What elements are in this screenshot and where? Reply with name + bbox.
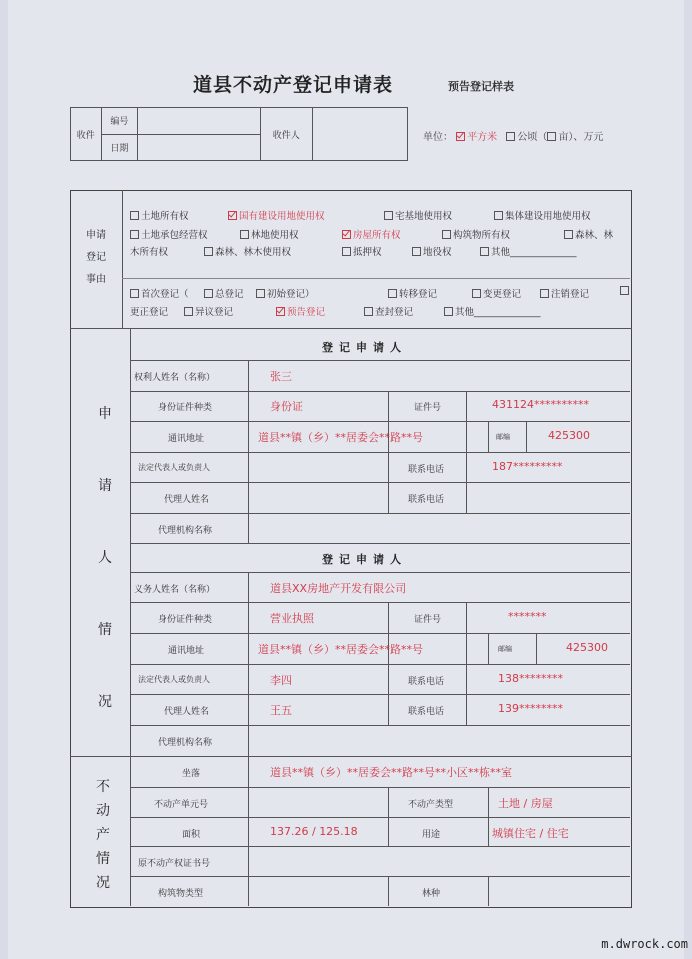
units-prefix: 单位： [423,132,453,143]
reason-option[interactable]: 宅基地使用权 [384,208,452,222]
applicant-side-label: 申 请 人 情 况 [98,406,112,710]
reason-option[interactable]: 其他______________ [480,244,577,258]
unit-no-label: 不动产单元号 [154,800,209,810]
rights-holder-label: 权利人姓名（名称） [134,373,216,383]
agent-phone-label: 联系电话 [408,495,445,505]
receipt-date-label: 日期 [101,134,137,161]
receipt-number-label: 编号 [101,108,137,135]
phone-label: 联系电话 [408,465,445,475]
receipt-date-field[interactable] [138,134,261,161]
address2-label: 通讯地址 [168,646,205,656]
property-side-label: 不 动 产 情 况 [96,779,110,891]
reason-option[interactable]: 地役权 [412,244,452,258]
sqm-checkbox[interactable] [456,132,465,141]
legal-rep2-value[interactable]: 李四 [270,674,292,687]
reason-option[interactable]: 预告登记 [276,304,325,318]
id-no-value[interactable]: 431124********** [492,398,589,411]
phone2-value[interactable]: 138******** [498,672,563,685]
type-value[interactable]: 土地 / 房屋 [498,797,553,810]
reason-option[interactable]: 查封登记 [364,304,413,318]
reason-option-box[interactable] [620,286,631,297]
agency-label: 代理机构名称 [158,526,213,536]
area-label: 面积 [182,830,201,840]
use-label: 用途 [422,830,441,840]
units-mu: 亩）、万元 [558,132,604,143]
receipt-label: 收件 [71,108,102,161]
reason-option-text: 更正登记 [130,307,169,318]
form-paper [8,0,684,959]
receipt-table [70,107,408,161]
address-value[interactable]: 道县**镇（乡）**居委会**路**号 [258,431,423,444]
reason-option[interactable]: 其他______________ [444,304,541,318]
reason-option[interactable]: 森林、林 [564,227,613,241]
location-value[interactable]: 道县**镇（乡）**居委会**路**号**小区**栋**室 [270,766,512,779]
reason-option[interactable]: 抵押权 [342,244,382,258]
location-label: 坐落 [182,769,201,779]
reason-option[interactable]: 首次登记（ [130,286,189,300]
id-type2-label: 身份证件种类 [158,615,213,625]
applicant-section1-title: 登记申请人 [322,341,407,354]
form-title: 道县不动产登记申请表 [193,74,394,96]
area-value[interactable]: 137.26 / 125.18 [270,825,358,838]
reason-option[interactable]: 总登记 [204,286,244,300]
units-hectare: 公顷（ [517,132,548,143]
id-no2-value[interactable]: ******* [508,610,547,623]
agent2-phone-value[interactable]: 139******** [498,702,563,715]
reason-option[interactable]: 林地使用权 [240,227,299,241]
orig-cert-label: 原不动产权证书号 [138,859,211,869]
tree-label: 林种 [422,889,441,899]
reason-option[interactable]: 构筑物所有权 [442,227,510,241]
id-no-label: 证件号 [414,403,442,413]
rights-holder-value[interactable]: 张三 [270,370,292,383]
reason-option[interactable]: 森林、林木使用权 [204,244,291,258]
address-label: 通讯地址 [168,434,205,444]
type-label: 不动产类型 [408,800,454,810]
agent-label: 代理人姓名 [164,495,210,505]
obligor-label: 义务人姓名（名称） [134,585,216,595]
units-sqm: 平方米 [467,132,498,143]
postcode-value[interactable]: 425300 [548,429,590,442]
postcode2-value[interactable]: 425300 [566,641,608,654]
reason-label: 申请 登记 事由 [86,230,106,285]
reason-option[interactable]: 注销登记 [540,286,589,300]
obligor-value[interactable]: 道县XX房地产开发有限公司 [270,582,407,595]
phone2-label: 联系电话 [408,677,445,687]
reason-option[interactable]: 土地承包经营权 [130,227,208,241]
structure-type-label: 构筑物类型 [158,889,204,899]
agent2-phone-label: 联系电话 [408,707,445,717]
applicant-section2-title: 登记申请人 [322,553,407,566]
reason-option[interactable]: 国有建设用地使用权 [228,208,325,222]
postcode2-label: 邮编 [498,645,512,653]
receipt-number-field[interactable] [138,108,261,135]
postcode-label: 邮编 [496,433,510,441]
mu-checkbox[interactable] [547,132,556,141]
agent2-label: 代理人姓名 [164,707,210,717]
id-no2-label: 证件号 [414,615,442,625]
reason-option[interactable]: 变更登记 [472,286,521,300]
address2-value[interactable]: 道县**镇（乡）**居委会**路**号 [258,643,423,656]
phone-value[interactable]: 187********* [492,460,563,473]
reason-option[interactable]: 土地所有权 [130,208,189,222]
units-line [423,128,603,143]
agent2-value[interactable]: 王五 [270,704,292,717]
receipt-receiver-label: 收件人 [260,108,312,161]
reason-option[interactable]: 异议登记 [184,304,233,318]
reason-option[interactable]: 集体建设用地使用权 [494,208,591,222]
reason-option-text: 木所有权 [130,247,169,258]
id-type2-value[interactable]: 营业执照 [270,612,314,625]
id-type-value[interactable]: 身份证 [270,400,303,413]
form-subtitle: 预告登记样表 [448,80,514,93]
id-type-label: 身份证件种类 [158,403,213,413]
watermark: m.dwrock.com [601,937,688,951]
reason-option[interactable]: 初始登记） [256,286,315,300]
receipt-receiver-field[interactable] [312,108,407,161]
agency2-label: 代理机构名称 [158,738,213,748]
reason-option[interactable]: 房屋所有权 [342,227,401,241]
use-value[interactable]: 城镇住宅 / 住宅 [492,827,569,840]
reason-option[interactable]: 转移登记 [388,286,437,300]
legal-rep2-label: 法定代表人或负责人 [138,675,210,684]
legal-rep-label: 法定代表人或负责人 [138,463,210,472]
hectare-checkbox[interactable] [506,132,515,141]
